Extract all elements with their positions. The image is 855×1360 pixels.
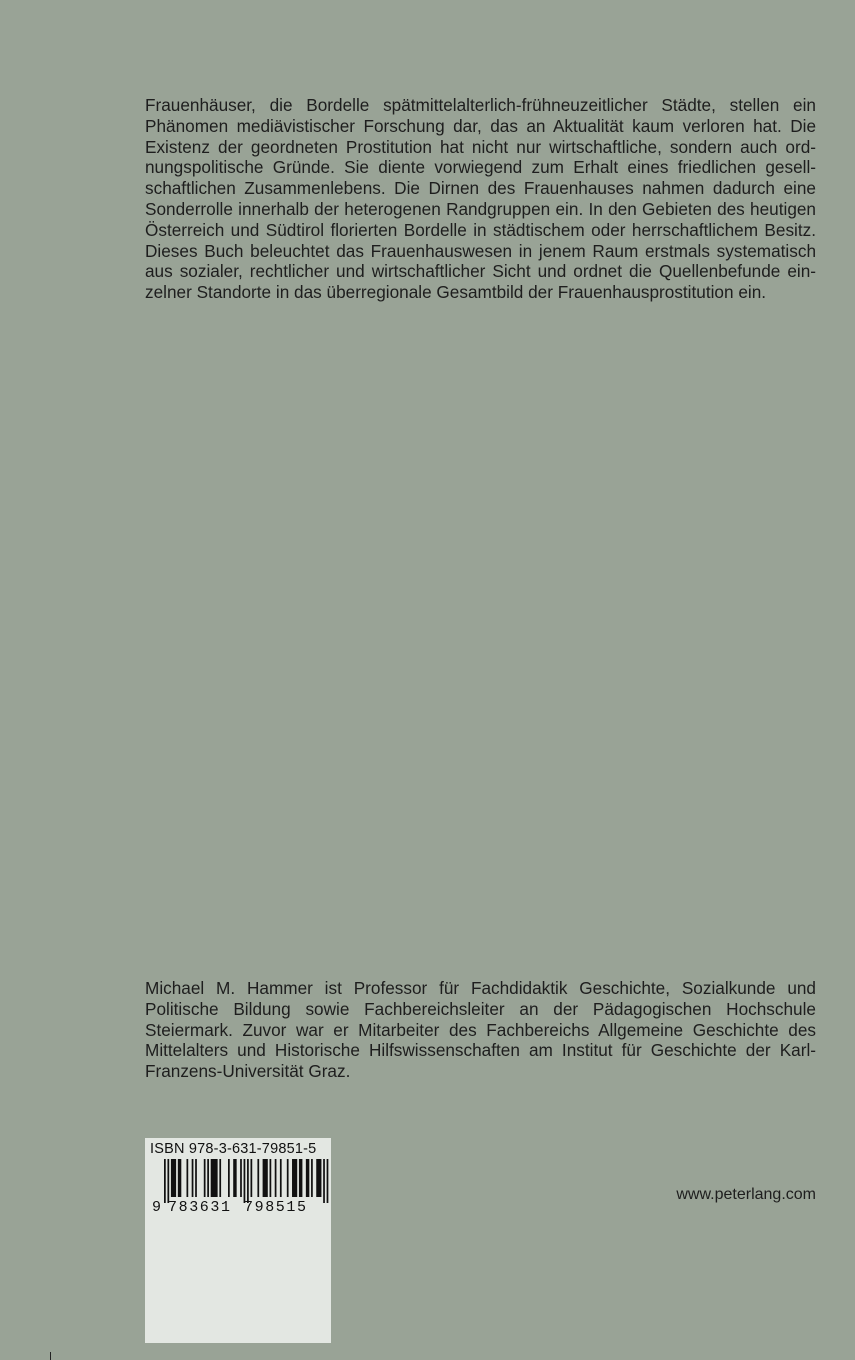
barcode-bar bbox=[240, 1159, 242, 1197]
barcode-bar bbox=[171, 1159, 176, 1197]
barcode-bar bbox=[207, 1159, 209, 1197]
ean13-barcode bbox=[149, 1159, 329, 1214]
author-bio: Michael M. Hammer ist Professor für Fachdidaktik Geschichte, Sozialkunde und Politische Bildung sowie Fachbereichsleiter an der Pädagogischen Hochschule Steiermark. Zuvor war er Mitarbeiter des Fachbereichs Allgemeine Geschichte des Mittelalters und Historische Hilfswissenschaften am Institut für Geschichte der Karl-Franzens-Universität Graz. bbox=[145, 978, 816, 1082]
barcode-bar bbox=[311, 1159, 313, 1197]
barcode-bar bbox=[204, 1159, 206, 1197]
barcode-bar bbox=[219, 1159, 221, 1197]
barcode-bar bbox=[186, 1159, 188, 1197]
back-cover-blurb: Frauenhäuser, die Bordelle spätmittelalterlich-frühneuzeitlicher Städte, stellen ein Phänomen mediävistischer Forschung dar, das an Aktualität kaum verloren hat. Die Existenz der geordneten Prostitution hat nicht nur wirtschaftliche, sondern auch ordnungspolitische Gründe. Sie diente vorwiegend zum Erhalt eines friedlichen gesellschaftlichen Zusammenlebens. Die Dirnen des Frauenhauses nahmen dadurch eine Sonderrolle innerhalb der heterogenen Randgruppen ein. In den Gebieten des heutigen Österreich und Südtirol florierten Bordelle in städtischem oder herrschaftlichem Besitz. Dieses Buch beleuchtet das Frauenhauswesen in jenem Raum erstmals systematisch aus sozialer, rechtlicher und wirtschaftlicher Sicht und ordnet die Quellenbefunde einzelner Standorte in das überregionale Gesamtbild der Frauenhausprostitution ein. bbox=[145, 95, 816, 303]
barcode-bar bbox=[192, 1159, 194, 1197]
isbn-barcode-box bbox=[145, 1138, 331, 1343]
barcode-bar bbox=[247, 1159, 249, 1203]
isbn-label: ISBN 978-3-631-79851-5 bbox=[150, 1141, 317, 1157]
barcode-left-digits: 783631 bbox=[168, 1199, 232, 1214]
barcode-bar bbox=[233, 1159, 236, 1197]
barcode-bar bbox=[299, 1159, 302, 1197]
barcode-bar bbox=[316, 1159, 321, 1197]
barcode-bar bbox=[178, 1159, 181, 1197]
crop-mark bbox=[50, 1352, 51, 1360]
barcode-bar bbox=[195, 1159, 197, 1197]
barcode-bar bbox=[257, 1159, 259, 1197]
barcode-bar bbox=[270, 1159, 272, 1197]
barcode-bar bbox=[327, 1159, 329, 1203]
barcode-bar bbox=[211, 1159, 218, 1197]
barcode-bar bbox=[263, 1159, 268, 1197]
barcode-bar bbox=[167, 1159, 169, 1203]
barcode-bar bbox=[287, 1159, 289, 1197]
barcode-bar bbox=[306, 1159, 309, 1197]
barcode-right-digits: 798515 bbox=[244, 1199, 308, 1214]
barcode-bar bbox=[292, 1159, 297, 1197]
barcode-bar bbox=[164, 1159, 166, 1203]
publisher-website[interactable]: www.peterlang.com bbox=[676, 1186, 816, 1203]
barcode-lead-digit: 9 bbox=[152, 1199, 162, 1214]
barcode-bar bbox=[251, 1159, 253, 1197]
barcode-bar bbox=[280, 1159, 282, 1197]
barcode-bars bbox=[164, 1159, 328, 1203]
barcode-bar bbox=[228, 1159, 230, 1197]
barcode-bar bbox=[244, 1159, 246, 1203]
barcode-bar bbox=[275, 1159, 277, 1197]
barcode-bar bbox=[323, 1159, 325, 1203]
